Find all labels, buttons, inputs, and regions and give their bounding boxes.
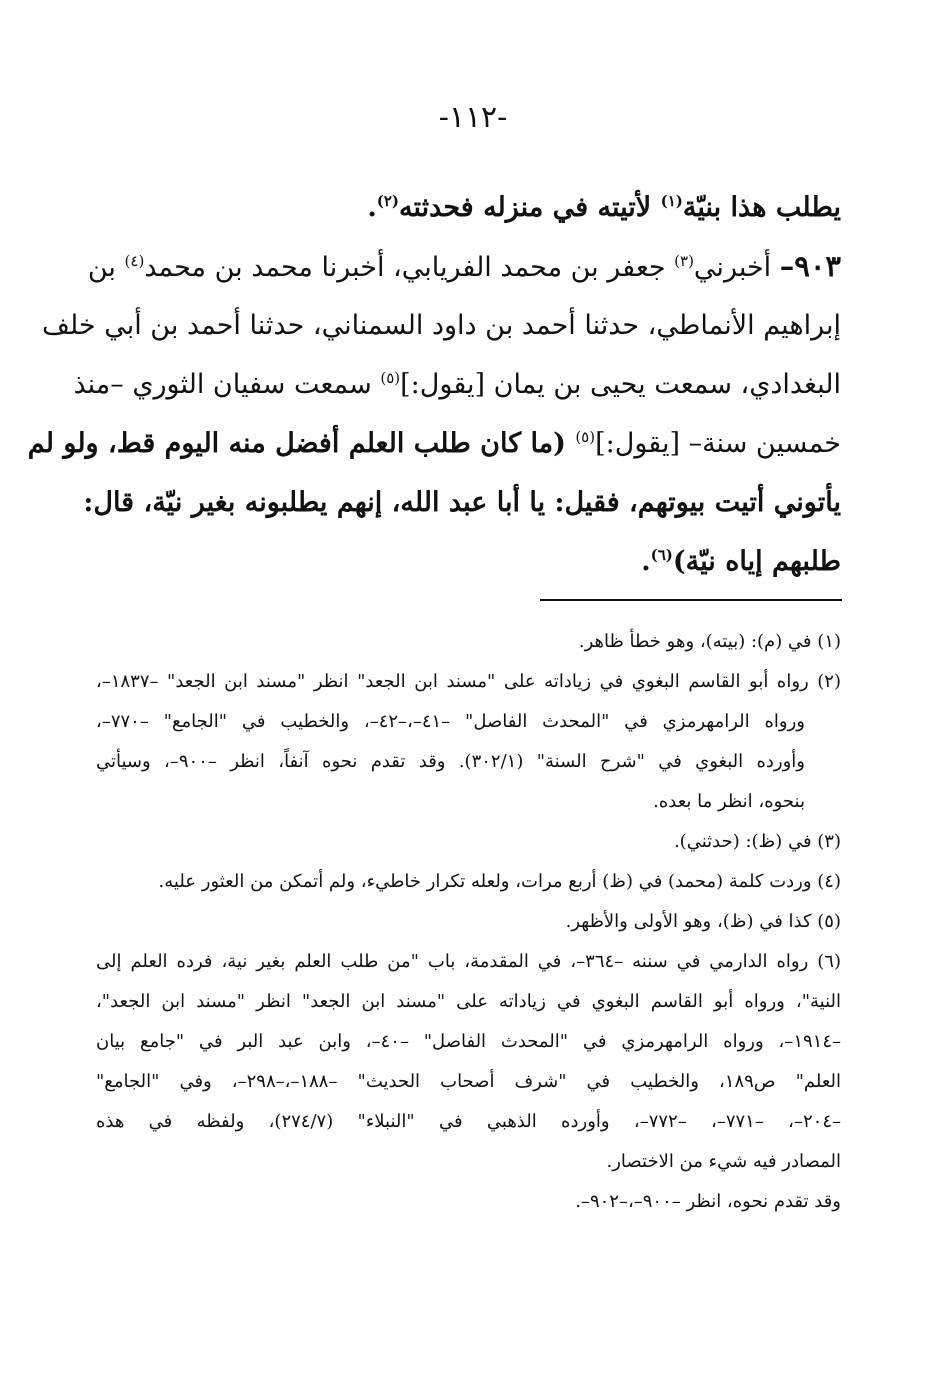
footnote-ref-5a: (٥)	[380, 369, 401, 387]
main-line-2-text-b: جعفر بن محمد الفريابي، أخبرنا محمد بن محمد	[144, 252, 675, 283]
footnote-6-line-5: –٢٠٤–، –٧٧١–، –٧٧٢–، وأورده الذهبي في "النبلاء" (٢٧٤/٧)، ولفظه في هذه	[96, 1111, 841, 1132]
footnote-ref-6: (٦)	[650, 546, 673, 564]
footnote-ref-3: (٣)	[674, 252, 694, 270]
main-line-1-text-c: .	[367, 192, 377, 223]
main-line-7-text-a: طلبهم إياه نيّة)	[672, 546, 841, 577]
footnote-2-line-2: ورواه الرامهرمزي في "المحدث الفاصل" –٤١–،–٤٢–، والخطيب في "الجامع" –٧٧٠–،	[96, 711, 805, 732]
main-line-4-text-a: البغدادي، سمعت يحيى بن يمان [يقول:]	[400, 369, 841, 400]
main-line-1-text-b: لأتيته في منزله فحدثته	[399, 192, 661, 223]
footnote-6-line-7: وقد تقدم نحوه، انظر –٩٠٠–،–٩٠٢–.	[575, 1191, 841, 1212]
main-line-4	[73, 355, 841, 414]
main-line-7	[96, 532, 841, 591]
main-line-2-text-c: بن	[87, 252, 125, 283]
footnote-6-line-1: (٦) رواه الدارمي في سننه –٣٦٤–، في المقدمة، باب "من طلب العلم بغير نية، فرده العلم إلى	[96, 951, 841, 972]
main-line-7-text-b: .	[641, 546, 651, 577]
footnote-ref-5b: (٥)	[575, 428, 596, 446]
footnote-6-line-6: المصادر فيه شيء من الاختصار.	[606, 1151, 841, 1172]
hadith-number: ٩٠٣–	[779, 249, 841, 283]
footnotes	[96, 622, 841, 1222]
footnote-4-line-1: (٤) وردت كلمة (محمد) في (ظ) أربع مرات، ولعله تكرار خاطيء، ولم أتمكن من العثور عليه.	[158, 871, 841, 892]
footnote-2-line-3: وأورده البغوي في "شرح السنة" (٣٠٢/١). وقد تقدم نحوه آنفاً، انظر –٩٠٠–، وسيأتي	[96, 751, 805, 772]
footnote-1	[96, 622, 841, 662]
footnote-6-line-3: –١٩١٤–، ورواه الرامهرمزي في "المحدث الفاصل" –٤٠–، وابن عبد البر في "جامع بيان	[96, 1031, 841, 1052]
footnote-2	[96, 662, 841, 822]
footnote-2-line-1: (٢) رواه أبو القاسم البغوي في زياداته على "مسند ابن الجعد" انظر "مسند ابن الجعد" –١٨٣٧–،	[96, 671, 841, 692]
main-line-2-text-a: أخبرني	[693, 252, 780, 283]
main-line-3	[42, 296, 841, 355]
footnote-3-line-1: (٣) في (ظ): (حدثني).	[673, 831, 841, 852]
main-text	[27, 178, 841, 591]
footnote-ref-1: (١)	[660, 192, 683, 210]
footnote-ref-2: (٢)	[376, 192, 400, 210]
main-line-4-text-b: سمعت سفيان الثوري –منذ	[73, 369, 381, 400]
footnote-6-line-2: النية"، ورواه أبو القاسم البغوي في زياداته على "مسند ابن الجعد" انظر "مسند ابن الجعد"،	[96, 991, 841, 1012]
footnote-4	[96, 862, 841, 902]
footnote-2-line-4: بنحوه، انظر ما بعده.	[653, 791, 805, 812]
main-line-6	[83, 473, 841, 532]
footnote-1-line-1: (١) في (م): (بيته)، وهو خطأ ظاهر.	[578, 631, 841, 652]
main-line-1	[96, 178, 841, 237]
footnote-5-line-1: (٥) كذا في (ظ)، وهو الأولى والأظهر.	[565, 911, 841, 932]
main-line-5-text-a: خمسين سنة– [يقول:]	[595, 428, 841, 459]
main-line-2	[87, 237, 841, 296]
footnote-3	[96, 822, 841, 862]
main-line-5	[27, 414, 841, 473]
page-number: -١١٢-	[438, 100, 508, 135]
main-line-5-text-b: (ما كان طلب العلم أفضل منه اليوم قط، ولو لم	[27, 428, 576, 459]
footnote-ref-4: (٤)	[124, 252, 145, 270]
main-line-1-text-a: يطلب هذا بنيّة	[682, 192, 841, 223]
footnote-separator	[540, 599, 842, 601]
footnote-6-line-4: العلم" ص١٨٩، والخطيب في "شرف أصحاب الحديث" –١٨٨–،–٢٩٨–، وفي "الجامع"	[96, 1071, 842, 1092]
footnote-5	[96, 902, 841, 942]
footnote-6	[96, 942, 841, 1222]
main-line-3-text: إبراهيم الأنماطي، حدثنا أحمد بن داود السمناني، حدثنا أحمد بن أبي خلف	[42, 310, 841, 341]
main-line-6-text: يأتوني أتيت بيوتهم، فقيل: يا أبا عبد الله، إنهم يطلبونه بغير نيّة، قال:	[83, 487, 841, 518]
